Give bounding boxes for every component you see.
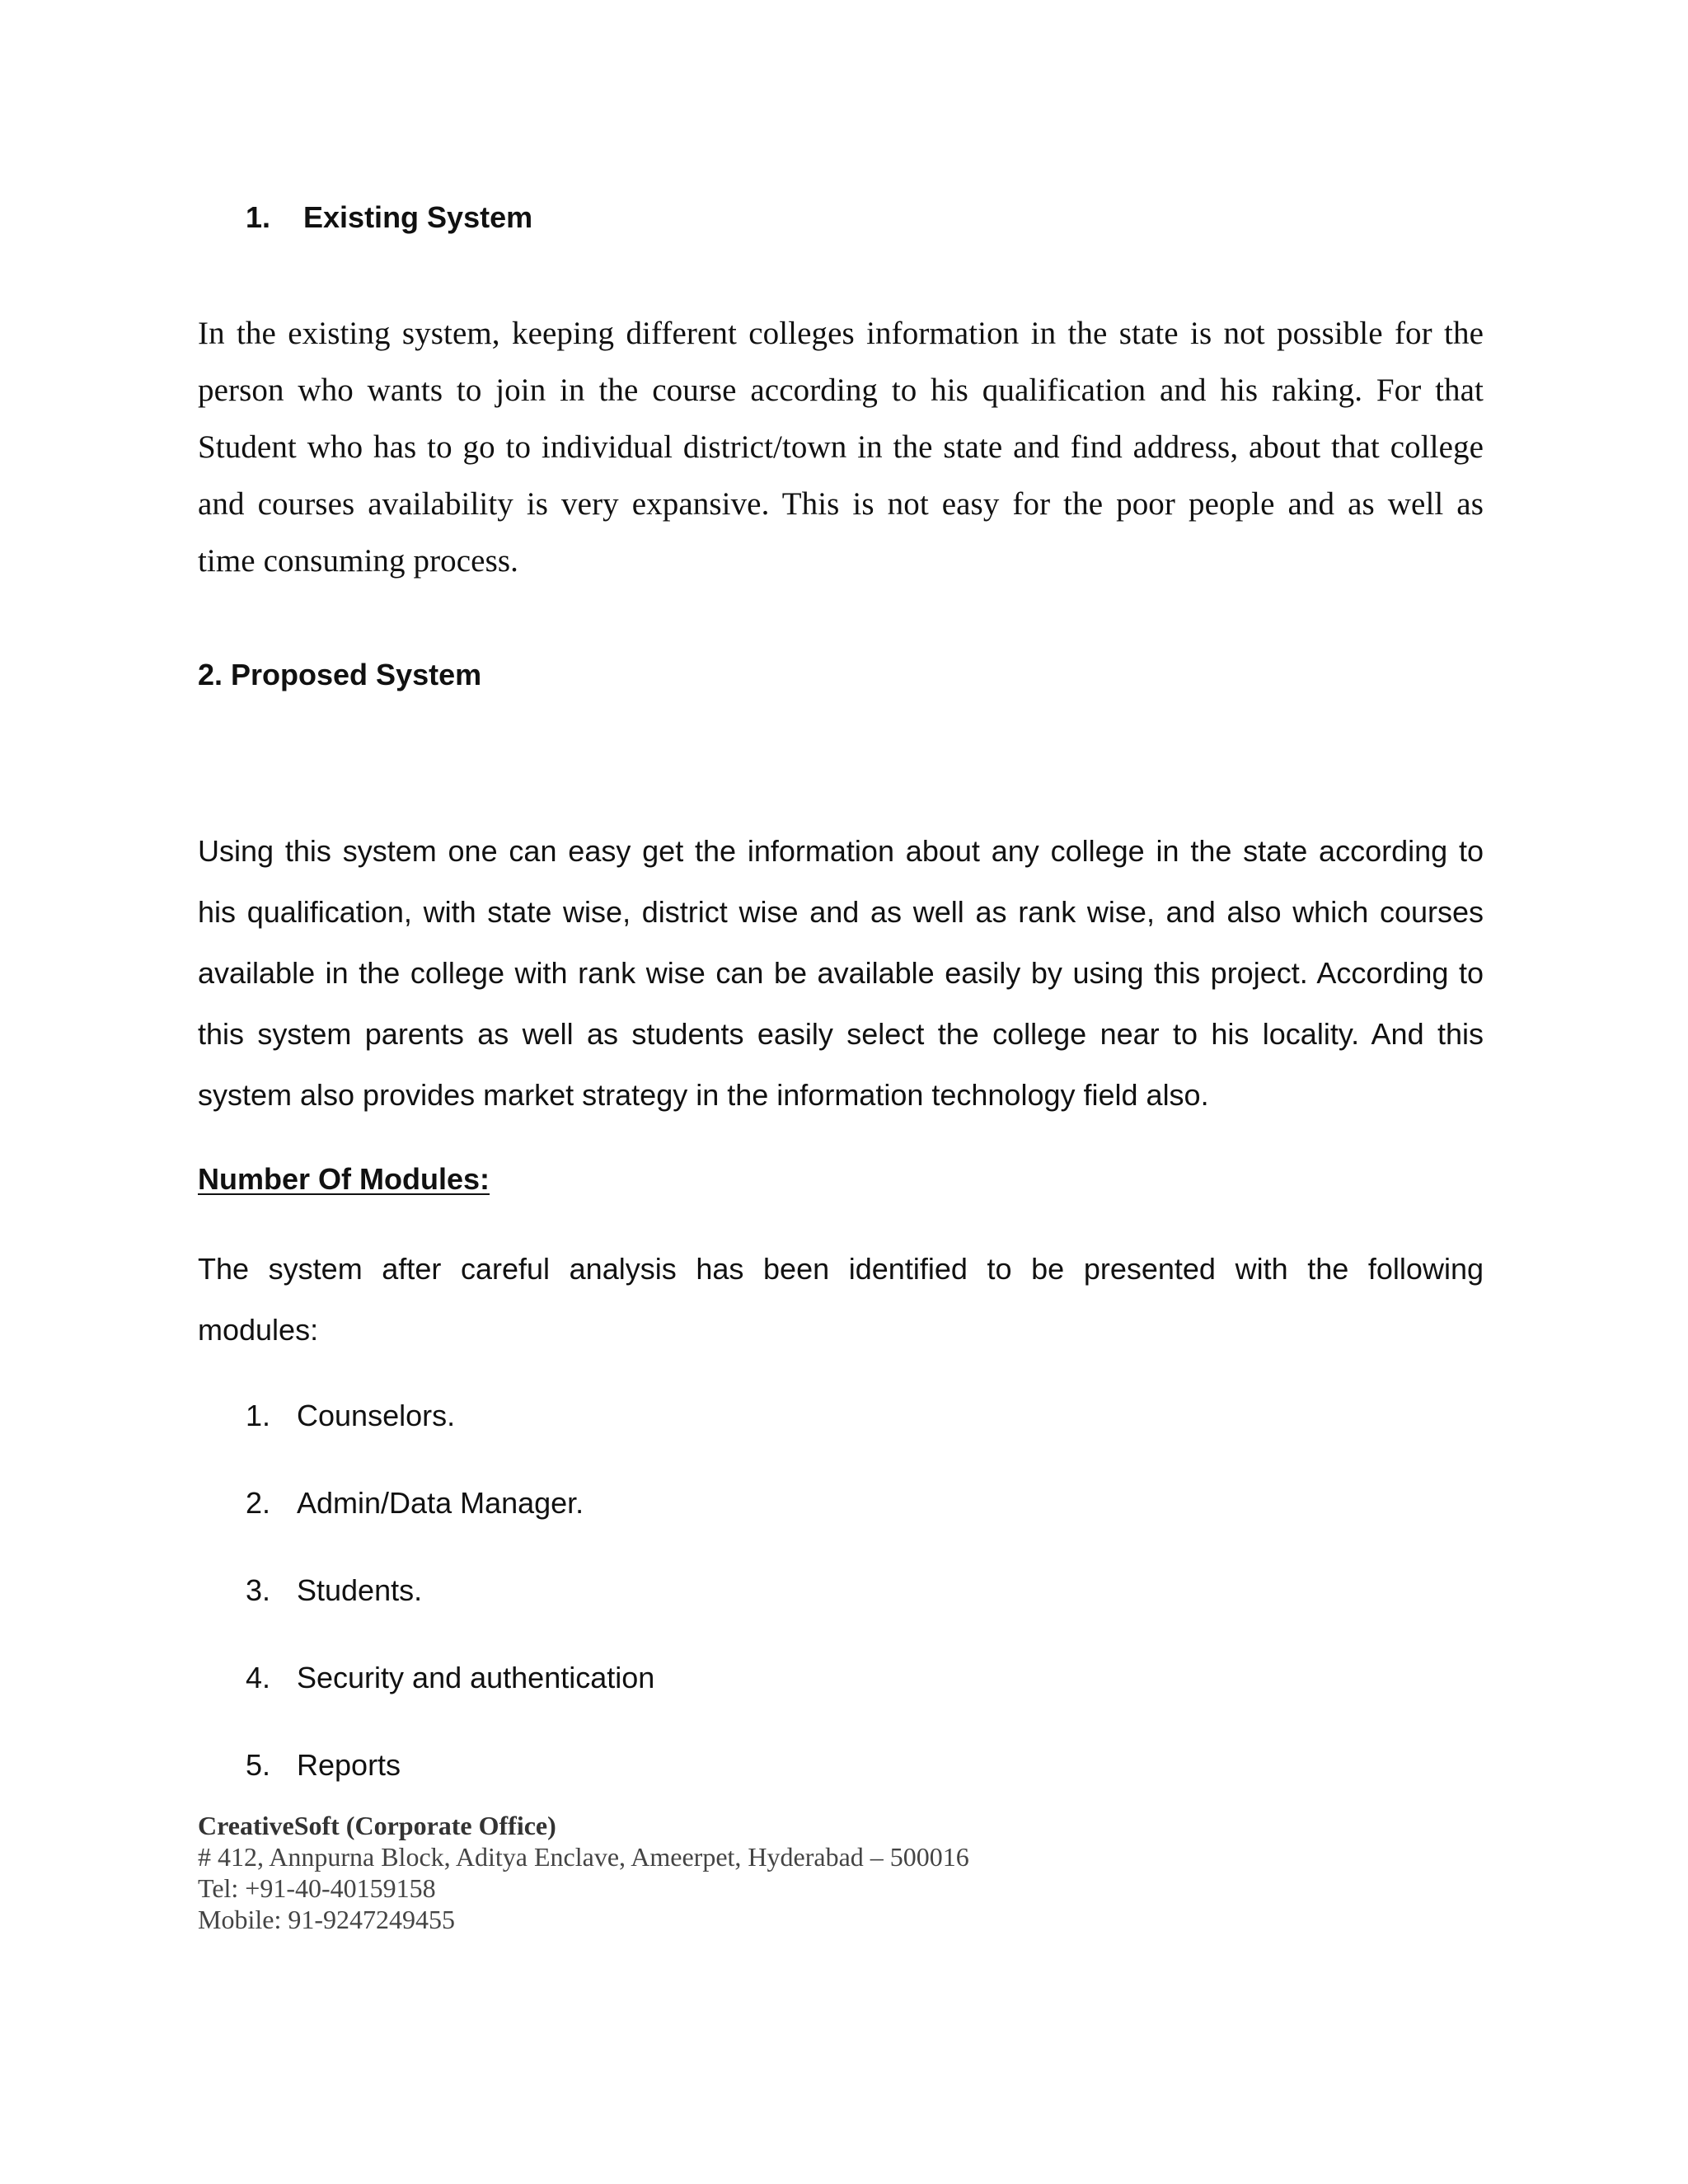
paragraph-line: and courses availability is very expansive. This is not easy for the poor people and as well as <box>198 486 1484 522</box>
modules-intro <box>198 1239 1484 1361</box>
list-label: Students. <box>297 1573 423 1607</box>
paragraph-line: The system after careful analysis has been identified to be presented with the following <box>198 1252 1484 1286</box>
paragraph-line: available in the college with rank wise can be available easily by using this project. According to <box>198 956 1484 990</box>
paragraph-line: this system parents as well as students easily select the college near to his locality. And this <box>198 1017 1484 1051</box>
list-label: Counselors. <box>297 1399 456 1432</box>
heading-title: Existing System <box>303 200 533 234</box>
paragraph-line: In the existing system, keeping different colleges information in the state is not possible for the <box>198 316 1484 351</box>
list-number: 2. <box>246 1486 271 1520</box>
proposed-system-heading: 2. Proposed System <box>198 658 482 691</box>
existing-system-heading <box>246 201 532 234</box>
footer-tel: Tel: +91-40-40159158 <box>198 1873 436 1903</box>
module-list-item <box>246 1574 422 1607</box>
paragraph-line: person who wants to join in the course according to his qualification and his raking. For that <box>198 373 1484 408</box>
paragraph-line: Student who has to go to individual district/town in the state and find address, about that college <box>198 429 1484 465</box>
footer-company: CreativeSoft (Corporate Office) <box>198 1811 556 1840</box>
heading-number: 1. <box>246 200 271 234</box>
list-number: 4. <box>246 1661 271 1694</box>
footer-address: # 412, Annpurna Block, Aditya Enclave, Ameerpet, Hyderabad – 500016 <box>198 1842 969 1872</box>
paragraph-line: time consuming process. <box>198 543 518 579</box>
module-list-item <box>246 1749 401 1782</box>
proposed-system-paragraph <box>198 821 1484 1126</box>
list-label: Reports <box>297 1748 401 1782</box>
list-number: 3. <box>246 1573 271 1607</box>
paragraph-line: his qualification, with state wise, district wise and as well as rank wise, and also which courses <box>198 895 1484 929</box>
page-footer <box>198 1810 969 1935</box>
module-list-item <box>246 1399 455 1432</box>
list-number: 5. <box>246 1748 271 1782</box>
list-number: 1. <box>246 1399 271 1432</box>
modules-heading: Number Of Modules: <box>198 1162 490 1196</box>
footer-mobile: Mobile: 91-9247249455 <box>198 1905 455 1934</box>
paragraph-line: Using this system one can easy get the information about any college in the state according to <box>198 834 1484 868</box>
list-label: Admin/Data Manager. <box>297 1486 584 1520</box>
module-list-item <box>246 1487 584 1520</box>
list-label: Security and authentication <box>297 1661 655 1694</box>
module-list-item <box>246 1661 654 1694</box>
paragraph-line: system also provides market strategy in the information technology field also. <box>198 1078 1209 1112</box>
existing-system-paragraph <box>198 305 1484 589</box>
paragraph-line: modules: <box>198 1313 319 1347</box>
